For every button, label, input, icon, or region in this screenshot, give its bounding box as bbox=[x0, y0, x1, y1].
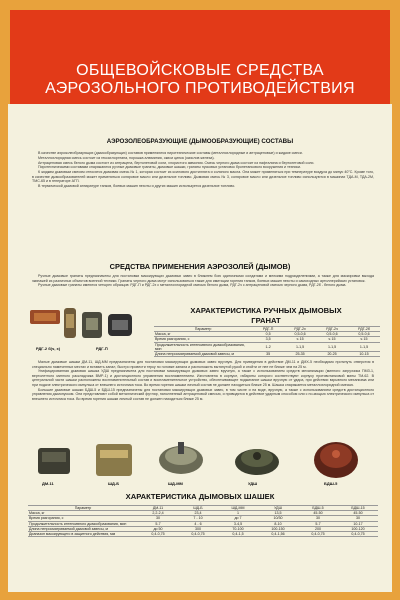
rdg-2-caption: РДГ-2 б(ч, х) bbox=[36, 346, 61, 351]
table-header-cell: ШД-Б bbox=[178, 506, 218, 511]
table-header-cell: Параметр bbox=[154, 327, 252, 332]
table-header-cell: РДГ-2ч bbox=[316, 327, 348, 332]
table-cell: 0,5 bbox=[252, 332, 284, 337]
table-cell: 10/30 bbox=[258, 516, 298, 521]
paragraph: Пиротехническими составами снаряжаются ручные дымовые гранаты, дымовые шашки, гранаты пусковых установок бронетанкового вооружения и техники. bbox=[38, 165, 301, 170]
table-cell: 30 bbox=[338, 516, 378, 521]
table-cell: Продолжительность интенсивного дымообразования, мин bbox=[28, 521, 138, 526]
table-cell: Масса, кг bbox=[28, 511, 138, 516]
paragraph: Антраценовая смесь белого дыма состоит из антрацена, бертолетовой соли, хлористого аммония. Смесь черного дыма состоит из нафталина и бертолетовой соли. bbox=[38, 160, 315, 165]
table-cell: до 50 bbox=[138, 526, 178, 531]
paragraph: В качестве аэрозолеобразующих (дымообразующих) составов применяются пиротехнические составы (металлохлоридные и антраценовые) и жидкие смеси. bbox=[38, 151, 303, 155]
smoke-compositions-heading: АЭРОЗОЛЕОБРАЗУЮЩИЕ (ДЫМООБРАЗУЮЩИЕ) СОСТАВЫ bbox=[106, 138, 294, 145]
poster-title-line2: АЭРОЗОЛЬНОГО ПРОТИВОДЕЙСТВИЯ bbox=[45, 80, 355, 97]
udsh-caption: УДШ bbox=[248, 481, 258, 486]
table-cell: Масса, кг bbox=[154, 332, 252, 337]
content-panel bbox=[8, 104, 392, 592]
dm-11-photo bbox=[32, 442, 76, 478]
paragraph: Унифицированная дымовая шашка УДШ предназначена для постановки маскирующих дымовых завес вручную, а также с использованием средств механизации (минного загрузчика ПМЗ-1, вертолетного минного раскладчика ВМР-1) и дистанционного управления воспламенением. Изготовлена в корпусе, габариты которого соответствуют корпусу противотанковой мины ТМ-62. В центральной части шашки расположены воспламенительный состав и воспламенительное устройство, обеспечивающее поджигание шашки вручную от удара, при действии взрывного механизма или при подаче электрического импульса от внешнего источника тока. Во время горения шашки личный состав не должен находиться ближе 25 м. Шашка снаряжается металлохлоридной смесью. bbox=[32, 369, 374, 387]
paragraph: Ручные дымовые гранаты предназначены для постановки маскирующих дымовых завес в ближнем бою одиночными солдатами и мелкими подразделениями, а также для маскировки выхода экипажей из различных объектов военной техники. Гранаты черного дыма могут использоваться также для имитации горения танков, боевых машин пехоты и самоходных артиллерийских установок. bbox=[32, 274, 374, 283]
paragraph: Большие дымовые шашки БДШ-5 и БДШ-15 предназначены для постановки маскирующих дымовых завес, в том числе и на воде, вручную, а также с использованием средств дистанционного управления дымопуском. Они представляют собой металлический футляр, наполненный антраценовой смесью, и приводятся в действие ударным способом или с по-мощью электрического импульса от внешнего источника тока. Во время горения шашки личный состав не должен находиться ближе 25 м. bbox=[32, 387, 374, 401]
aerosol-means-text bbox=[32, 274, 374, 300]
udsh-photo bbox=[232, 438, 282, 478]
table-cell: 0,5-0,6 bbox=[284, 332, 316, 337]
paragraph: Малые дымовые шашки ДМ-11, ШД-ММ предназначены для постановки маскирующих дымовых завес вручную. Для приведения в действие ДМ-11 и ДМХ-5 необходимо проткнуть отверстия в специально намеченных местах и вставить запал, быстро провести терку по головке запала и расположить вытянутой рукой и отойти от нее не ближе чем на 25 м. bbox=[32, 360, 374, 369]
shd-mm-photo bbox=[156, 438, 206, 478]
shd-b-caption: ШД-Б bbox=[108, 481, 120, 486]
table-cell: 30 bbox=[298, 516, 338, 521]
table-cell: Продолжительность интенсивного дымообразования, мин bbox=[154, 342, 252, 351]
table-cell: 45-50 bbox=[298, 511, 338, 516]
table-header-cell: БДШ-15 bbox=[338, 506, 378, 511]
table-cell: Время разгорания, с bbox=[154, 337, 252, 342]
poster-title-line1: ОБЩЕВОЙСКОВЫЕ СРЕДСТВА bbox=[76, 62, 324, 79]
table-cell: 0,4-0,75 bbox=[338, 532, 378, 537]
table-cell: 5-7 bbox=[298, 521, 338, 526]
table-cell: Длина непросматриваемой дымовой завесы, м bbox=[154, 352, 252, 357]
table-cell: 70-100 bbox=[218, 526, 258, 531]
paragraph: Ручные дымовые гранаты имеются четырех образцов: РДГ-П и РДГ-2х с металлохлоридной смесью белого дыма, РДГ-2ч с антраценовой смесью черного дыма, РДГ-2б - белого дыма. bbox=[38, 283, 347, 288]
table-cell: Диапазон маскирующего в защитного действия, мм bbox=[28, 532, 138, 537]
table-cell: Длина непросматриваемой дымовой завесы, м bbox=[28, 526, 138, 531]
table-header-cell: РДГ-2х bbox=[284, 327, 316, 332]
table-cell: ≤ 15 bbox=[284, 337, 316, 342]
table-cell: 0,5-0,6 bbox=[348, 332, 380, 337]
table-header-cell: Параметр bbox=[28, 506, 138, 511]
shd-mm-caption: ШД-ММ bbox=[168, 481, 183, 486]
table-cell: 23,4 bbox=[178, 511, 218, 516]
table-cell: 1-2 bbox=[252, 342, 284, 351]
table-cell: 10-15 bbox=[348, 352, 380, 357]
smoke-pots-table bbox=[28, 505, 378, 537]
table-cell: 10-17 bbox=[338, 521, 378, 526]
poster-header bbox=[10, 10, 390, 104]
rdg-grenades-photo bbox=[28, 306, 136, 344]
table-cell: 8-10 bbox=[258, 521, 298, 526]
paragraph: В термической дымовой аппаратуре танков, боевых машин пехоты и других машин используется дизельное топливо. bbox=[38, 183, 236, 188]
grenades-heading-line2: ГРАНАТ bbox=[251, 316, 281, 325]
table-cell: 3,5 bbox=[252, 337, 284, 342]
grenades-table bbox=[154, 326, 380, 357]
table-header-cell: ДМ-11 bbox=[138, 506, 178, 511]
table-cell: ≤ 15 bbox=[348, 337, 380, 342]
table-cell: 100-150 bbox=[258, 526, 298, 531]
table-cell: 1-1,5 bbox=[284, 342, 316, 351]
table-cell: ≤ 15 bbox=[316, 337, 348, 342]
table-cell: 45-50 bbox=[338, 511, 378, 516]
table-cell: 30 bbox=[138, 516, 178, 521]
smoke-pots-heading: ХАРАКТЕРИСТИКА ДЫМОВЫХ ШАШЕК bbox=[125, 492, 275, 501]
table-header-cell: БДШ-5 bbox=[298, 506, 338, 511]
aerosol-means-heading: СРЕДСТВА ПРИМЕНЕНИЯ АЭРОЗОЛЕЙ (ДЫМОВ) bbox=[109, 262, 291, 271]
smoke-compositions-text bbox=[32, 151, 374, 215]
table-cell: 5-7 bbox=[138, 521, 178, 526]
table-row bbox=[28, 532, 378, 537]
table-header-cell: РДГ-2б bbox=[348, 327, 380, 332]
smoke-pots-text bbox=[32, 360, 374, 440]
paragraph: Металлохлоридная смесь состоит из гексахлорэтана, порошка алюминия, окиси цинка (окислов железа). bbox=[38, 155, 215, 160]
table-cell: 3-4,5 bbox=[218, 521, 258, 526]
table-cell: 1-1,5 bbox=[316, 342, 348, 351]
table-cell: 300 bbox=[178, 526, 218, 531]
table-cell: 0,4-0,75 bbox=[298, 532, 338, 537]
table-row bbox=[154, 352, 380, 357]
bdsh-5-photo bbox=[310, 438, 362, 480]
table-header-cell: УДШ bbox=[258, 506, 298, 511]
table-cell: 0,5-0,6 bbox=[316, 332, 348, 337]
table-cell: 13,5 bbox=[258, 511, 298, 516]
table-cell: Время разгорания, с bbox=[28, 516, 138, 521]
table-cell: 1-1,5 bbox=[348, 342, 380, 351]
grenades-heading-line1: ХАРАКТЕРИСТИКА РУЧНЫХ ДЫМОВЫХ bbox=[190, 306, 342, 315]
table-cell: 2,2-2,4 bbox=[138, 511, 178, 516]
table-cell: до 7 bbox=[218, 516, 258, 521]
paragraph: К жидким дымовым смесям относятся дымовая смесь № 1, которая состоит из ксилового дистиллята и соляного масла. Она может применяться при температуре воздуха до минус 40°С. Кроме того, в качестве дымообразователей может применяться соляровое масло или дизельное топливо. Дымовая смесь № 3, соляровое масло или дизельное топливо используются в машинах ТДА-М, ТДА-2М, ТМС-65 и в генераторе АГП. bbox=[32, 170, 374, 184]
table-cell: 1 bbox=[218, 511, 258, 516]
table-cell: 0,4-1,5 bbox=[218, 532, 258, 537]
dm-11-caption: ДМ-11 bbox=[42, 481, 54, 486]
bdsh-5-caption: БДШ-5 bbox=[324, 481, 338, 486]
rdg-p-caption: РДГ-П bbox=[96, 346, 108, 351]
table-cell: 0,4-0,75 bbox=[138, 532, 178, 537]
table-cell: 4 - 6 bbox=[178, 521, 218, 526]
table-cell: 35 bbox=[252, 352, 284, 357]
table-header-cell: ШД-ММ bbox=[218, 506, 258, 511]
table-cell: 0,4-0,75 bbox=[178, 532, 218, 537]
shd-b-photo bbox=[92, 440, 136, 480]
table-cell: 200 bbox=[298, 526, 338, 531]
table-cell: 100-120 bbox=[338, 526, 378, 531]
table-row bbox=[154, 342, 380, 351]
table-cell: 0,4-1,56 bbox=[258, 532, 298, 537]
table-cell: 7 - 10 bbox=[178, 516, 218, 521]
table-cell: 25-35 bbox=[284, 352, 316, 357]
table-header-cell: РДГ-П bbox=[252, 327, 284, 332]
table-cell: 20-25 bbox=[316, 352, 348, 357]
